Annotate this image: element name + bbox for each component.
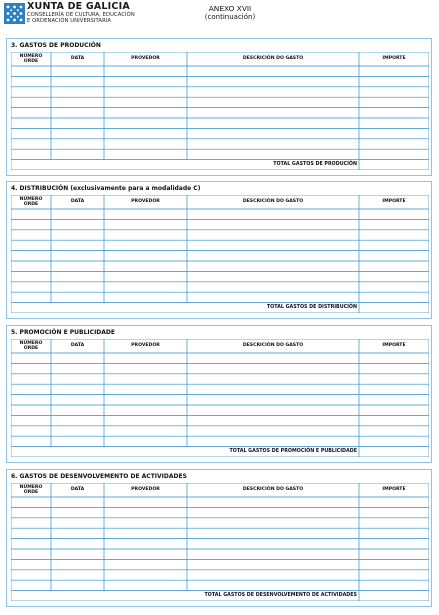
table-grid: [11, 195, 429, 313]
annex-subtitle: (continuación): [204, 13, 256, 21]
column-header-line: NÚMERO: [19, 54, 43, 59]
section-title: 5. PROMOCIÓN E PUBLICIDADE: [11, 329, 116, 336]
expense-table: [11, 195, 429, 313]
expense-section: [6, 181, 432, 319]
column-header: PROVEDOR: [131, 56, 160, 61]
column-header: [11, 197, 51, 207]
section-title: 3. GASTOS DE PRODUCIÓN: [11, 42, 101, 49]
annex-heading: [160, 4, 300, 22]
expense-table: [11, 52, 429, 170]
column-header: DESCRICIÓN DO GASTO: [242, 343, 304, 348]
column-header: IMPORTE: [382, 56, 406, 61]
column-header: [11, 341, 51, 351]
column-header: IMPORTE: [382, 487, 406, 492]
column-header: DATA: [70, 343, 85, 348]
column-header: IMPORTE: [382, 343, 406, 348]
expense-section: [6, 469, 432, 607]
table-grid: [11, 52, 429, 170]
org-name: XUNTA DE GALICIA: [27, 1, 130, 12]
column-header: IMPORTE: [382, 199, 406, 204]
section-title: 6. GASTOS DE DESENVOLVEMENTO DE ACTIVIDADES: [11, 473, 187, 480]
section-total-label: TOTAL GASTOS DE PRODUCIÓN: [273, 162, 357, 168]
department-line-2: E ORDENACIÓN UNIVERSITARIA: [27, 18, 112, 25]
section-total-label: TOTAL GASTOS DE PROMOCIÓN E PUBLICIDADE: [229, 449, 357, 455]
column-header-line: NÚMERO: [19, 485, 43, 490]
column-header: PROVEDOR: [131, 343, 160, 348]
document-header: [0, 0, 439, 36]
expense-table: [11, 339, 429, 457]
section-title: 4. DISTRIBUCIÓN (exclusivamente para a modalidade C): [11, 185, 201, 192]
column-header: DATA: [70, 199, 85, 204]
column-header-line: NÚMERO: [19, 341, 43, 346]
column-header: DESCRICIÓN DO GASTO: [242, 487, 304, 492]
column-header: PROVEDOR: [131, 199, 160, 204]
xunta-logo-icon: [4, 3, 25, 24]
column-header: PROVEDOR: [131, 487, 160, 492]
annex-title: ANEXO XVII: [208, 4, 252, 13]
column-header-line: ORDE: [23, 490, 39, 496]
column-header-line: ORDE: [23, 59, 39, 65]
table-grid: [11, 483, 429, 601]
column-header-line: NÚMERO: [19, 197, 43, 202]
column-header: DESCRICIÓN DO GASTO: [242, 199, 304, 204]
column-header: [11, 54, 51, 64]
expense-section: [6, 38, 432, 176]
column-header: DATA: [70, 487, 85, 492]
column-header: DESCRICIÓN DO GASTO: [242, 56, 304, 61]
table-grid: [11, 339, 429, 457]
org-block: [27, 2, 135, 24]
department-line-1: CONSELLERÍA DE CULTURA, EDUCACIÓN: [27, 12, 135, 18]
column-header-line: ORDE: [23, 346, 39, 352]
section-total-label: TOTAL GASTOS DE DISTRIBUCIÓN: [266, 305, 357, 311]
section-total-label: TOTAL GASTOS DE DESENVOLVEMENTO DE ACTIVIDADES: [204, 593, 357, 599]
column-header: DATA: [70, 56, 85, 61]
expense-section: [6, 325, 432, 463]
column-header-line: ORDE: [23, 202, 39, 208]
column-header: [11, 485, 51, 495]
expense-table: [11, 483, 429, 601]
